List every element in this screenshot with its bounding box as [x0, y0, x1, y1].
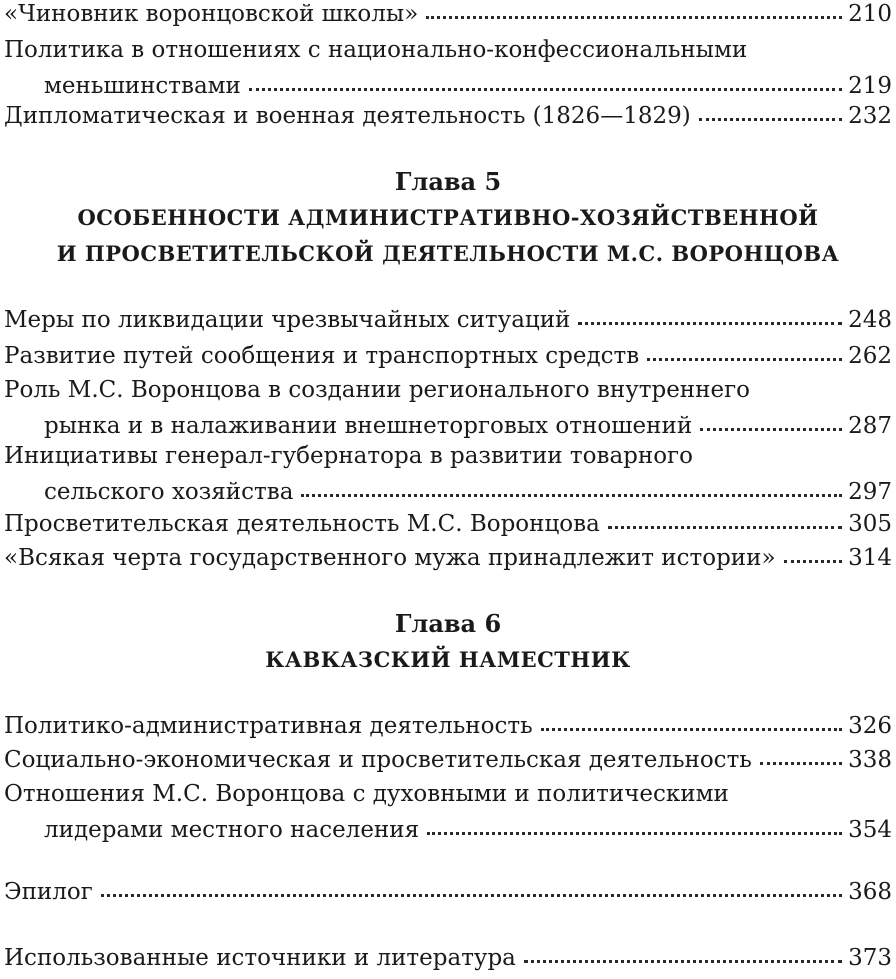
toc-entry-title: Социально-экономическая и просветительская деятельность — [4, 747, 752, 773]
toc-entry-title: Политико-административная деятельность — [4, 713, 533, 739]
toc-line — [4, 540, 892, 576]
toc-line — [4, 302, 892, 338]
toc-entry-title: Эпилог — [4, 879, 93, 905]
toc-entry — [4, 506, 892, 542]
toc-line — [4, 742, 892, 778]
toc-entry-page: 219 — [848, 73, 892, 99]
toc-line — [4, 0, 892, 32]
toc-entry — [4, 32, 892, 104]
toc-line — [4, 98, 892, 134]
leader-dots — [427, 817, 842, 837]
toc-entry-title: Политика в отношениях с национально-конфессиональными — [4, 37, 748, 63]
toc-entry-title: «Всякая черта государственного мужа принадлежит истории» — [4, 545, 776, 571]
toc-entry — [4, 302, 892, 338]
toc-entry-title: Меры по ликвидации чрезвычайных ситуаций — [4, 307, 571, 333]
toc-entry-page: 326 — [848, 713, 892, 739]
toc-entry — [4, 372, 892, 444]
toc-entry-page: 354 — [848, 817, 892, 843]
toc-entry-title-continued: сельского хозяйства — [44, 479, 294, 505]
toc-entry-page: 368 — [848, 879, 892, 905]
toc-line — [4, 438, 892, 474]
toc-entry-page: 210 — [848, 1, 892, 27]
chapter-title-line: ОСОБЕННОСТИ АДМИНИСТРАТИВНО-ХОЗЯЙСТВЕННОЙ — [77, 205, 819, 230]
leader-dots — [426, 1, 842, 21]
toc-line — [4, 874, 892, 910]
toc-entry — [4, 742, 892, 778]
toc-entry-title-continued: лидерами местного населения — [44, 817, 420, 843]
leader-dots — [699, 103, 842, 123]
toc-line — [4, 812, 892, 848]
chapter-heading — [0, 164, 896, 272]
toc-entry-title: «Чиновник воронцовской школы» — [4, 1, 419, 27]
toc-entry-title: Развитие путей сообщения и транспортных средств — [4, 343, 640, 369]
leader-dots — [784, 545, 843, 565]
toc-entry-sources — [4, 940, 892, 976]
toc-line — [4, 338, 892, 374]
toc-entry-page: 232 — [848, 103, 892, 129]
toc-entry-page: 373 — [848, 945, 892, 971]
leader-dots — [524, 945, 842, 965]
toc-entry-page: 338 — [848, 747, 892, 773]
toc-entry-page: 297 — [848, 479, 892, 505]
leader-dots — [541, 713, 842, 733]
toc-line — [4, 708, 892, 744]
toc-line — [4, 32, 892, 68]
leader-dots — [647, 343, 842, 363]
leader-dots — [760, 747, 842, 767]
chapter-title-line: И ПРОСВЕТИТЕЛЬСКОЙ ДЕЯТЕЛЬНОСТИ М.С. ВОРОНЦОВА — [56, 241, 840, 266]
toc-entry-page: 248 — [848, 307, 892, 333]
toc-line — [4, 776, 892, 812]
toc-entry-title: Использованные источники и литература — [4, 945, 516, 971]
toc-entry-page: 305 — [848, 511, 892, 537]
toc-entry-page: 314 — [848, 545, 892, 571]
toc-entry-epilogue — [4, 874, 892, 910]
toc-entry — [4, 540, 892, 576]
toc-entry-page: 287 — [848, 413, 892, 439]
leader-dots — [578, 307, 842, 327]
toc-entry-title-continued: меньшинствами — [44, 73, 241, 99]
toc-entry-page: 262 — [848, 343, 892, 369]
chapter-number: Глава 6 — [394, 609, 502, 638]
toc-entry — [4, 338, 892, 374]
leader-dots — [249, 73, 842, 93]
leader-dots — [608, 511, 842, 531]
chapter-heading — [0, 606, 896, 678]
toc-entry — [4, 708, 892, 744]
toc-line — [4, 506, 892, 542]
toc-line — [4, 940, 892, 976]
chapter-number: Глава 5 — [394, 167, 502, 196]
toc-entry — [4, 438, 892, 510]
toc-line — [4, 474, 892, 510]
toc-line — [4, 372, 892, 408]
leader-dots — [700, 413, 842, 433]
toc-entry-title: Роль М.С. Воронцова в создании регионального внутреннего — [4, 377, 750, 403]
toc-entry — [4, 98, 892, 134]
toc-entry — [4, 776, 892, 848]
leader-dots — [101, 879, 842, 899]
leader-dots — [301, 479, 842, 499]
chapter-title-line: КАВКАЗСКИЙ НАМЕСТНИК — [265, 647, 631, 672]
toc-entry-title: Инициативы генерал-губернатора в развитии товарного — [4, 443, 693, 469]
toc-entry-title: Дипломатическая и военная деятельность (1826—1829) — [4, 103, 691, 129]
toc-entry — [4, 0, 892, 32]
toc-entry-title: Просветительская деятельность М.С. Воронцова — [4, 511, 600, 537]
toc-entry-title: Отношения М.С. Воронцова с духовными и политическими — [4, 781, 729, 807]
toc-entry-title-continued: рынка и в налаживании внешнеторговых отношений — [44, 413, 693, 439]
